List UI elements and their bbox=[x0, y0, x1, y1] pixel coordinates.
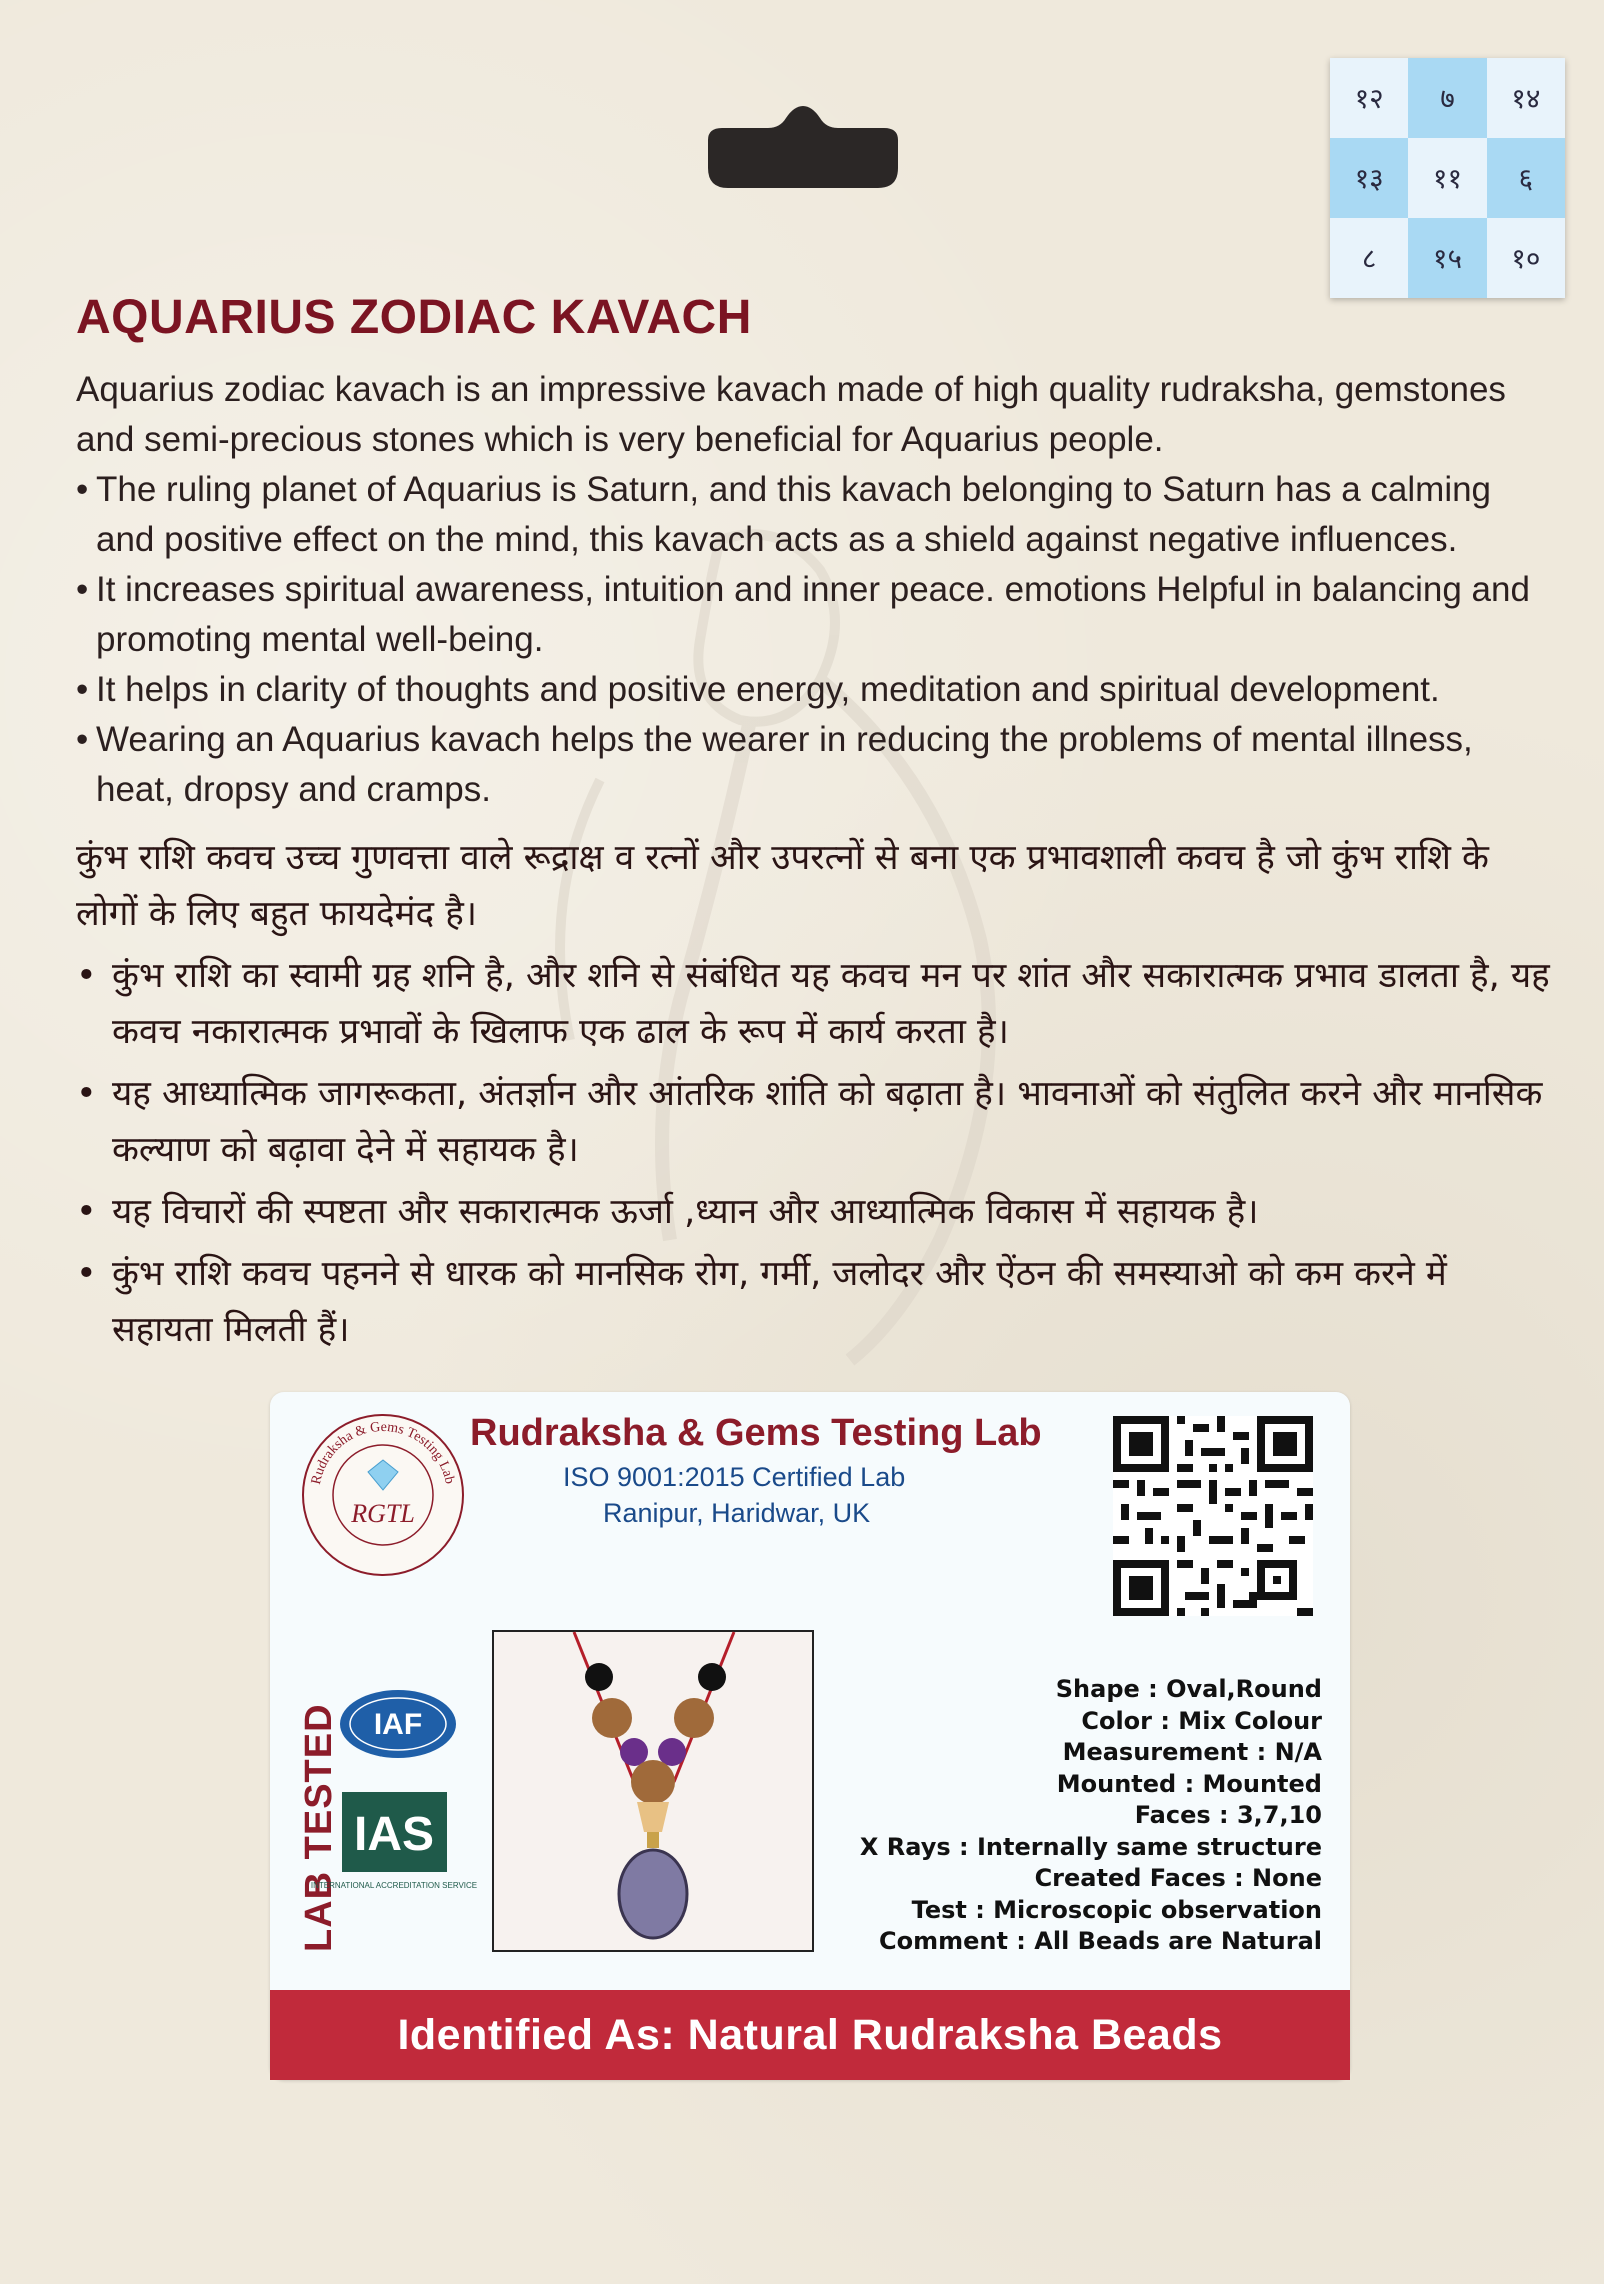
bullet-icon: • bbox=[76, 956, 97, 996]
iso-certification: ISO 9001:2015 Certified Lab bbox=[563, 1462, 906, 1492]
bullet-icon: • bbox=[76, 720, 89, 759]
list-item bbox=[76, 1184, 1556, 1240]
list-item-text: It increases spiritual awareness, intuition and inner peace. emotions Helpful in balancing and promoting mental well-being. bbox=[96, 570, 1530, 659]
list-item-text: Wearing an Aquarius kavach helps the wearer in reducing the problems of mental illness, heat, dropsy and cramps. bbox=[96, 720, 1473, 809]
qr-code[interactable] bbox=[1113, 1416, 1313, 1616]
spec-row: X Rays : Internally same structure bbox=[859, 1832, 1322, 1861]
list-item bbox=[76, 565, 1556, 665]
bullet-icon: • bbox=[76, 1254, 97, 1294]
lab-tested-label: LAB TESTED bbox=[298, 1703, 340, 1952]
hindi-section bbox=[76, 830, 1556, 1364]
lab-certificate bbox=[270, 1392, 1350, 2080]
spec-row: Comment : All Beads are Natural bbox=[879, 1927, 1322, 1955]
spec-row: Mounted : Mounted bbox=[1056, 1769, 1322, 1798]
svg-text:Rudraksha & Gems Testing Lab: Rudraksha & Gems Testing Lab bbox=[308, 1419, 457, 1486]
spec-row: Color : Mix Colour bbox=[1081, 1706, 1322, 1735]
identified-banner: Identified As: Natural Rudraksha Beads bbox=[270, 1990, 1350, 2080]
lab-seal-logo bbox=[298, 1410, 468, 1580]
square-cell: ८ bbox=[1330, 218, 1408, 298]
svg-text:INTERNATIONAL ACCREDITATION SE: INTERNATIONAL ACCREDITATION SERVICE bbox=[310, 1881, 478, 1890]
hindi-intro: कुंभ राशि कवच उच्च गुणवत्ता वाले रूद्राक्ष व रत्नों और उपरत्नों से बना एक प्रभावशाली कवच है जो कुंभ राशि के लोगों के लिए बहुत फायदेमंद है। bbox=[76, 838, 1489, 934]
svg-text:RGTL: RGTL bbox=[351, 1499, 415, 1528]
svg-text:IAS: IAS bbox=[353, 1808, 435, 1861]
list-item bbox=[76, 1066, 1556, 1178]
english-section bbox=[76, 290, 1556, 815]
bullet-icon: • bbox=[76, 570, 89, 609]
square-cell: १० bbox=[1487, 218, 1565, 298]
svg-text:IAF: IAF bbox=[373, 1708, 423, 1741]
bullet-icon: • bbox=[76, 1074, 97, 1114]
list-item bbox=[76, 665, 1556, 715]
bullet-icon: • bbox=[76, 670, 89, 709]
list-item-text: कुंभ राशि का स्वामी ग्रह शनि है, और शनि से संबंधित यह कवच मन पर शांत और सकारात्मक प्रभाव डालता है, यह कवच नकारात्मक प्रभावों के खिलाफ एक ढाल के रूप में कार्य करता है। bbox=[112, 956, 1550, 1052]
list-item bbox=[76, 948, 1556, 1060]
spec-row: Created Faces : None bbox=[1034, 1864, 1322, 1892]
magic-square bbox=[1330, 58, 1565, 298]
square-cell: १५ bbox=[1408, 218, 1486, 298]
spec-row: Faces : 3,7,10 bbox=[1134, 1801, 1322, 1829]
iaf-logo bbox=[338, 1688, 458, 1760]
list-item-text: The ruling planet of Aquarius is Saturn, and this kavach belonging to Saturn has a calming and positive effect on the mind, this kavach acts as a shield against negative influences. bbox=[96, 470, 1492, 559]
list-item-text: यह विचारों की स्पष्टता और सकारात्मक ऊर्जा ,ध्यान और आध्यात्मिक विकास में सहायक है। bbox=[112, 1192, 1259, 1232]
list-item-text: It helps in clarity of thoughts and positive energy, meditation and spiritual development. bbox=[96, 670, 1440, 709]
spec-row: Shape : Oval,Round bbox=[1055, 1675, 1322, 1703]
list-item-text: कुंभ राशि कवच पहनने से धारक को मानसिक रोग, गर्मी, जलोदर और ऐंठन की समस्याओ को कम करने में सहायता मिलती हैं। bbox=[112, 1254, 1447, 1350]
product-photo bbox=[492, 1630, 814, 1952]
spec-row: Test : Microscopic observation bbox=[911, 1895, 1322, 1924]
square-cell: ६ bbox=[1487, 138, 1565, 218]
list-item bbox=[76, 715, 1556, 815]
spec-row: Measurement : N/A bbox=[1062, 1738, 1322, 1766]
spec-list bbox=[860, 1674, 1322, 1958]
square-cell: १३ bbox=[1330, 138, 1408, 218]
ias-logo bbox=[310, 1792, 478, 1912]
list-item bbox=[76, 465, 1556, 565]
english-intro: Aquarius zodiac kavach is an impressive kavach made of high quality rudraksha, gemstones and semi-precious stones which is very beneficial for Aquarius people. bbox=[76, 370, 1506, 459]
page-title: AQUARIUS ZODIAC KAVACH bbox=[76, 291, 752, 344]
square-cell: ११ bbox=[1408, 138, 1486, 218]
lab-name: Rudraksha & Gems Testing Lab bbox=[470, 1412, 1042, 1454]
list-item bbox=[76, 1246, 1556, 1358]
bullet-icon: • bbox=[76, 470, 89, 509]
hang-hole bbox=[688, 100, 918, 190]
square-cell: ७ bbox=[1408, 58, 1486, 138]
hindi-bullets bbox=[76, 948, 1556, 1358]
english-bullets bbox=[76, 465, 1556, 815]
square-cell: १४ bbox=[1487, 58, 1565, 138]
square-cell: १२ bbox=[1330, 58, 1408, 138]
lab-location: Ranipur, Haridwar, UK bbox=[603, 1498, 871, 1528]
list-item-text: यह आध्यात्मिक जागरूकता, अंतर्ज्ञान और आंतरिक शांति को बढ़ाता है। भावनाओं को संतुलित करने और मानसिक कल्याण को बढ़ावा देने में सहायक है। bbox=[112, 1074, 1543, 1170]
bullet-icon: • bbox=[76, 1192, 97, 1232]
